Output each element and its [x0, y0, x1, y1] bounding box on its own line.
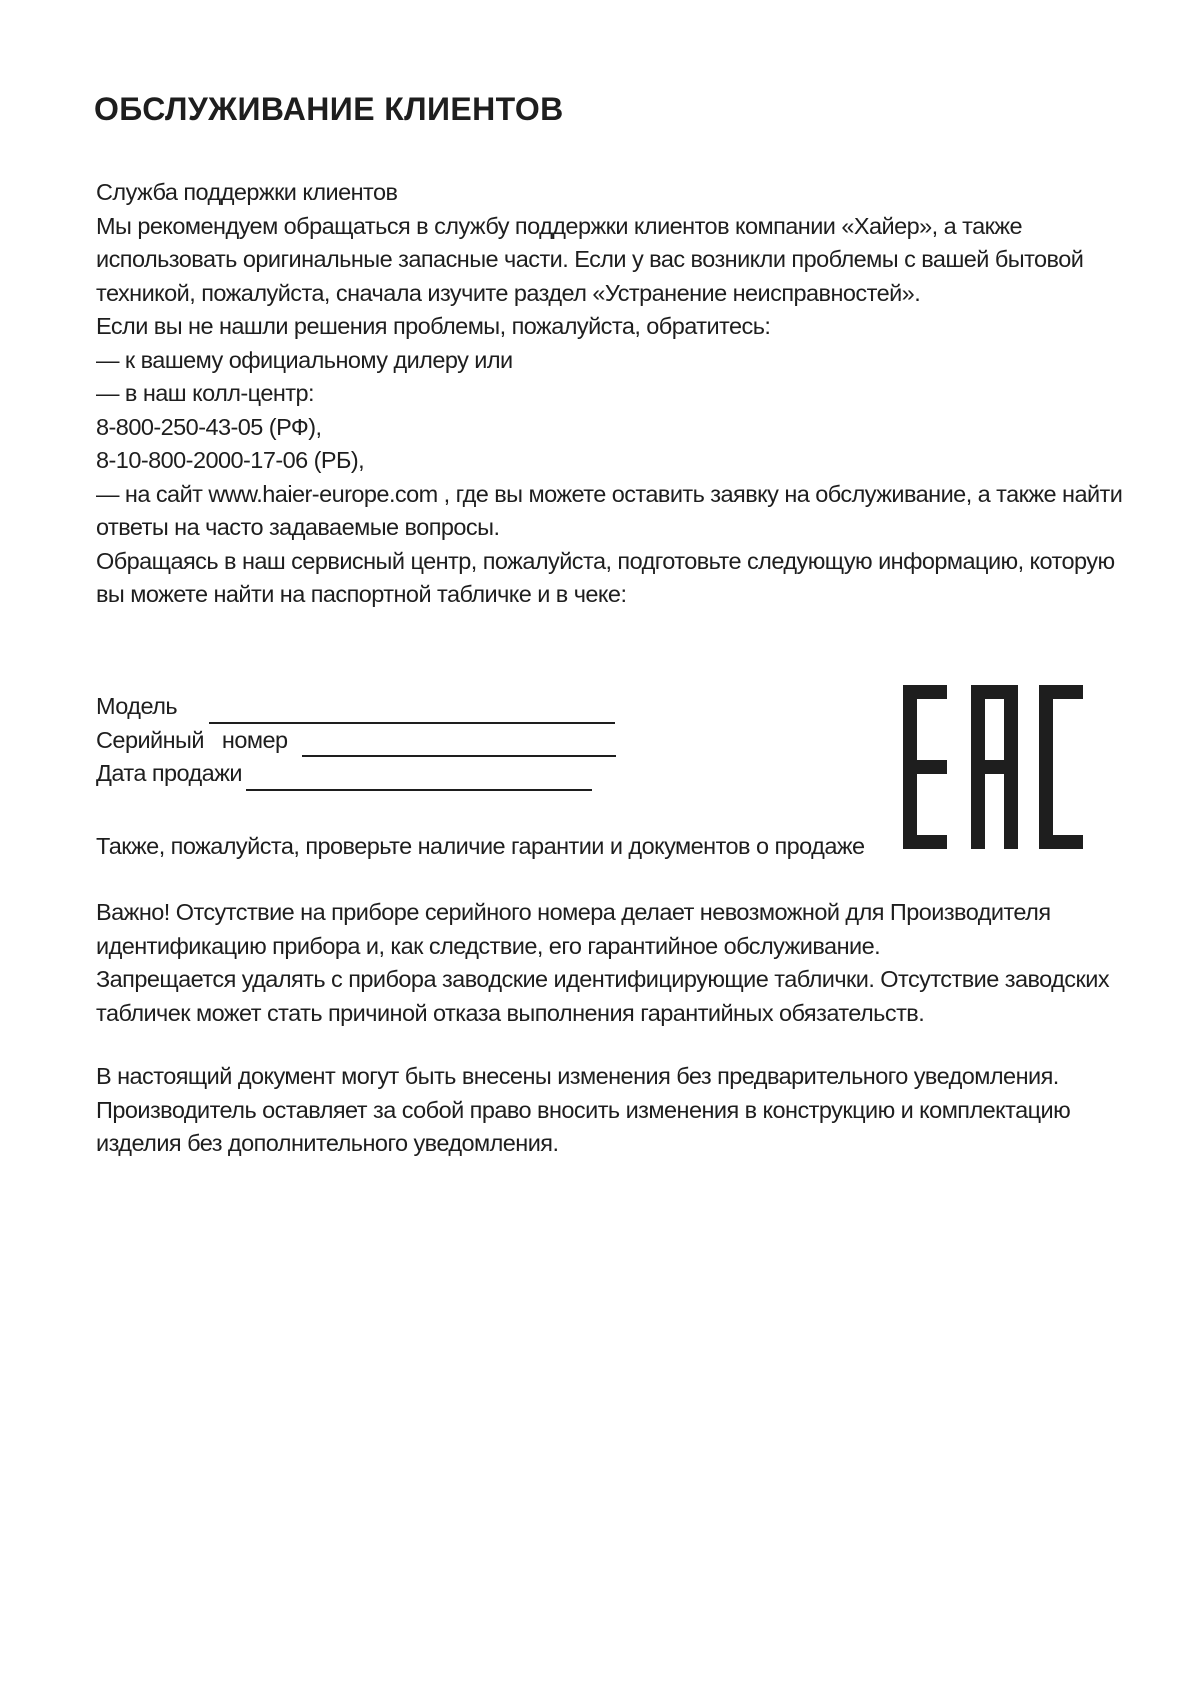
- phone-rb: 8-10-800-2000-17-06 (РБ),: [96, 447, 365, 473]
- sale-date-label: Дата продажи: [96, 760, 242, 786]
- intro-line: — в наш колл-центр:: [96, 380, 314, 406]
- intro-line: — на сайт www.haier-europe.com , где вы можете оставить заявку на обслуживание, а также найти: [96, 480, 1123, 507]
- intro-line: техникой, пожалуйста, сначала изучите раздел «Устранение неисправностей».: [96, 279, 921, 306]
- changes-line: изделия без дополнительного уведомления.: [96, 1130, 559, 1156]
- check-line: Также, пожалуйста, проверьте наличие гарантии и документов о продаже: [96, 833, 865, 859]
- eac-mark-icon: [903, 685, 1083, 849]
- page-title: ОБСЛУЖИВАНИЕ КЛИЕНТОВ: [94, 91, 564, 127]
- intro-section: [96, 176, 1122, 612]
- model-row: [96, 690, 616, 724]
- changes-line: В настоящий документ могут быть внесены изменения без предварительного уведомления.: [96, 1063, 1059, 1089]
- important-line: идентификацию прибора и, как следствие, его гарантийное обслуживание.: [96, 932, 881, 959]
- intro-line: Обращаясь в наш сервисный центр, пожалуйста, подготовьте следующую информацию, которую: [96, 547, 1115, 574]
- changes-line: Производитель оставляет за собой право вносить изменения в конструкцию и комплектацию: [96, 1096, 1071, 1123]
- product-info-form: [96, 690, 616, 791]
- important-line: табличек может стать причиной отказа выполнения гарантийных обязательств.: [96, 999, 925, 1026]
- sale-date-row: [96, 757, 616, 791]
- model-blank-line: [209, 700, 615, 724]
- intro-line: Мы рекомендуем обращаться в службу поддержки клиентов компании «Хайер», а также: [96, 212, 1023, 239]
- intro-line: Если вы не нашли решения проблемы, пожалуйста, обратитесь:: [96, 313, 771, 339]
- warranty-check-note: [96, 830, 865, 864]
- changes-notice: [96, 1060, 1070, 1161]
- intro-line: — к вашему официальному дилеру или: [96, 346, 513, 373]
- intro-line: Служба поддержки клиентов: [96, 179, 398, 205]
- important-notice: [96, 896, 1109, 1030]
- model-label: Модель: [96, 693, 178, 719]
- intro-line: вы можете найти на паспортной табличке и в чеке:: [96, 581, 627, 607]
- phone-rf: 8-800-250-43-05 (РФ),: [96, 413, 322, 440]
- sale-date-blank-line: [246, 767, 592, 791]
- intro-line: использовать оригинальные запасные части. Если у вас возникли проблемы с вашей бытовой: [96, 246, 1084, 272]
- important-line: Запрещается удалять с прибора заводские идентифицирующие таблички. Отсутствие заводских: [96, 966, 1110, 992]
- serial-blank-line: [302, 733, 616, 757]
- important-line: Важно! Отсутствие на приборе серийного номера делает невозможной для Производителя: [96, 899, 1051, 925]
- serial-row: [96, 724, 616, 758]
- intro-line: ответы на часто задаваемые вопросы.: [96, 514, 500, 540]
- serial-label: Серийный номер: [96, 726, 288, 753]
